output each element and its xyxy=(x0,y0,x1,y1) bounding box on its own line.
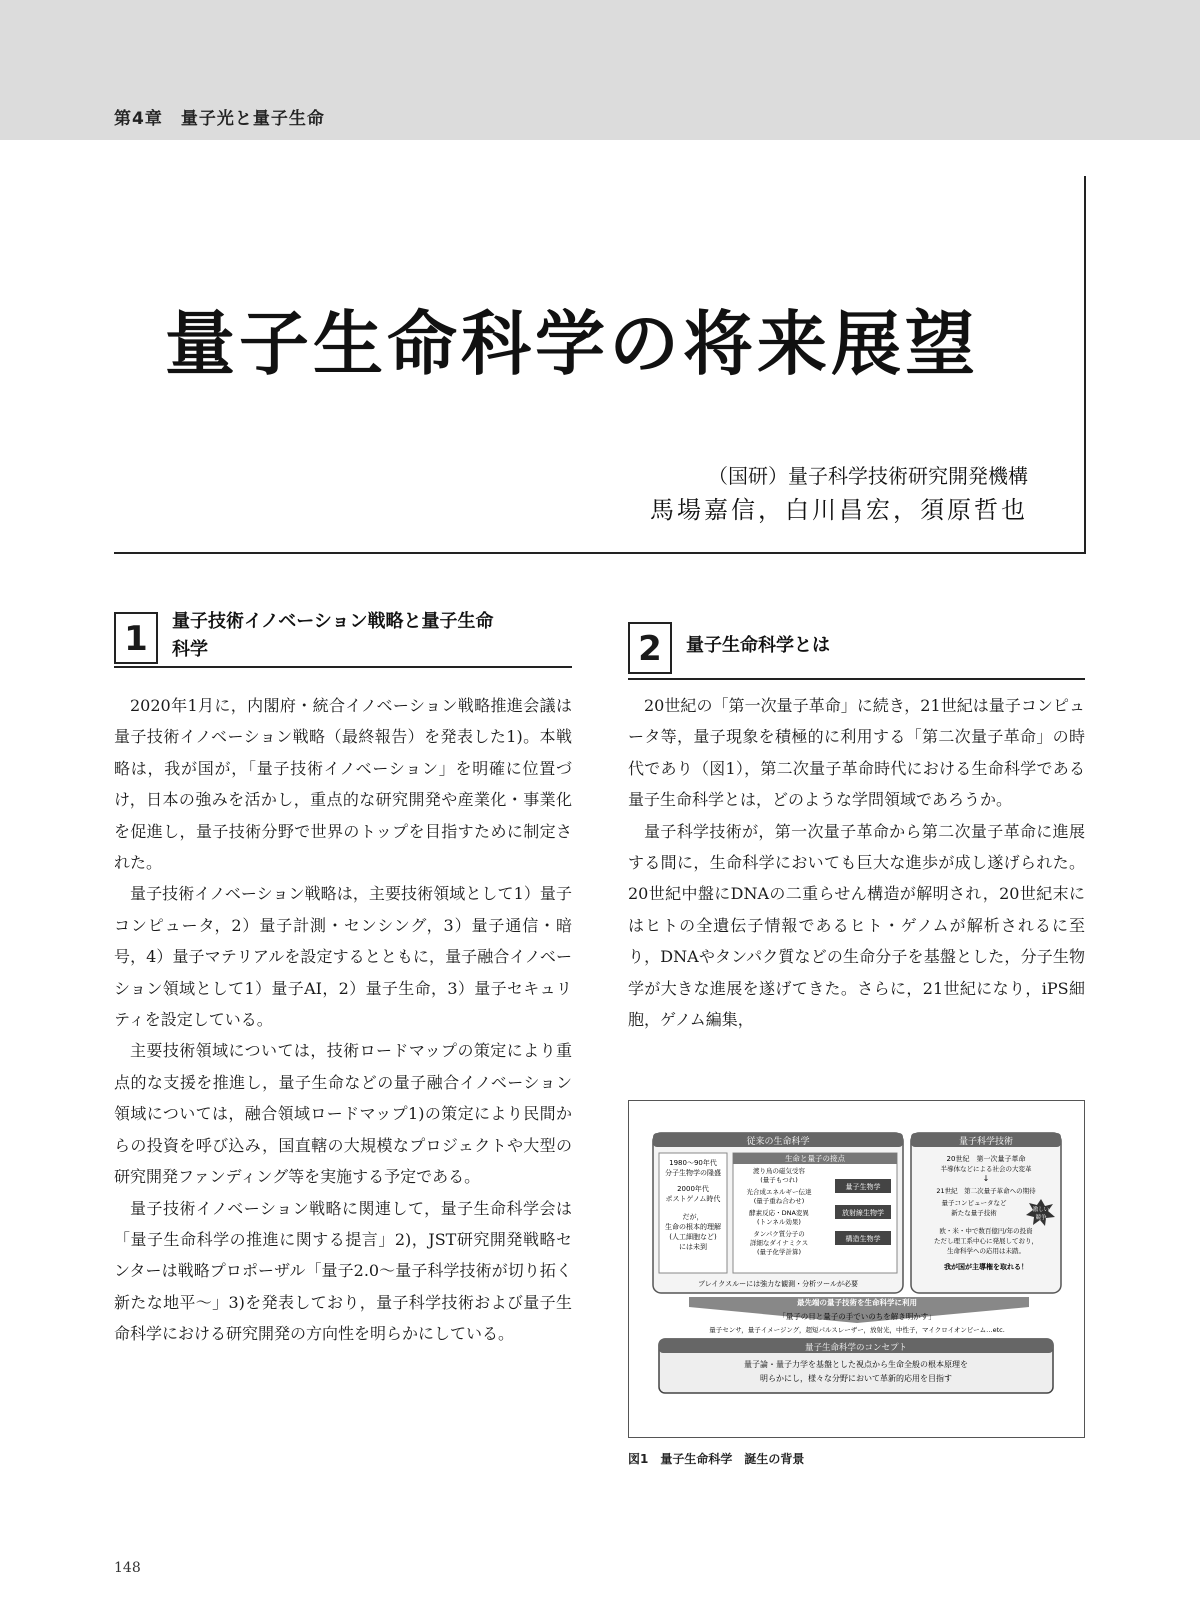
section-1-title-line-2: 科学 xyxy=(172,639,208,660)
paragraph: 量子技術イノベーション戦略は，主要技術領域として1）量子コンピュータ，2）量子計測・センシング，3）量子通信・暗号，4）量子マテリアルを設定するとともに，量子融合イノベーション領域として1）量子AI，2）量子生命，3）量子セキュリティを設定している。 xyxy=(114,884,572,1030)
timeline-line: 1980～90年代 xyxy=(669,1159,717,1167)
section-2-heading xyxy=(628,618,1085,680)
right-panel-line: 欧・米・中で数百億円/年の投資 xyxy=(939,1227,1033,1235)
right-panel-line: 量子コンピュータなど xyxy=(941,1199,1007,1207)
arrow-quote: 「量子の目と量子の手でいのちを解き明かす」 xyxy=(778,1312,936,1321)
paragraph: 2020年1月に，内閣府・統合イノベーション戦略推進会議は量子技術イノベーション戦略（最終報告）を発表した1)。本戦略は，我が国が，「量子技術イノベーション」を明確に位置づけ，日本の強みを活かし，重点的な研究開発や産業化・事業化を促進し，量子技術分野で世界のトップを目指すために制定された。 xyxy=(114,696,572,873)
field-label: 量子生物学 xyxy=(845,1183,881,1191)
title-frame-vertical-rule xyxy=(1084,176,1086,554)
phenomenon-line: 渡り鳥の磁気受容 xyxy=(753,1167,805,1175)
timeline-line: 2000年代 xyxy=(677,1185,709,1193)
arrow-title: 最先端の量子技術を生命科学に利用 xyxy=(797,1298,917,1307)
paragraph: 量子科学技術が，第一次量子革命から第二次量子革命に進展する間に，生命科学においても巨大な進歩が成し遂げられた。20世紀中盤にDNAの二重らせん構造が解明され，20世紀末にはヒトの全遺伝子情報であるヒト・ゲノムが解析されるに至り，DNAやタンパク質などの生命分子を基盤とした，分子生物学が大きな進展を遂げてきた。さらに，21世紀になり，iPS細胞，ゲノム編集， xyxy=(628,821,1085,1030)
timeline-line: (人工細胞など) xyxy=(669,1233,717,1241)
timeline-line: ポストゲノム時代 xyxy=(665,1195,721,1203)
figure-1 xyxy=(628,1100,1085,1438)
right-panel-line: 20世紀 第一次量子革命 xyxy=(946,1155,1026,1163)
paragraph: 20世紀の「第一次量子革命」に続き，21世紀は量子コンピュータ等，量子現象を積極的に利用する「第二次量子革命」の時代であり（図1），第二次量子革命時代における生命科学である量子生命科学とは，どのような学問領域であろうか。 xyxy=(628,696,1085,810)
article-title: 量子生命科学の将来展望 xyxy=(165,303,979,385)
right-panel-title: 量子科学技術 xyxy=(958,1137,1014,1147)
concept-title: 量子生命科学のコンセプト xyxy=(804,1343,908,1353)
interface-title: 生命と量子の接点 xyxy=(785,1154,845,1163)
phenomenon-line: (量子重ね合わせ) xyxy=(753,1197,805,1205)
page-number: 148 xyxy=(114,1560,141,1576)
burst-label: 競争 xyxy=(1035,1215,1047,1221)
phenomenon-line: 酵素反応・DNA変異 xyxy=(749,1209,809,1217)
field-label: 放射線生物学 xyxy=(842,1209,884,1217)
timeline-line: だが， xyxy=(682,1213,704,1221)
left-panel-title: 従来の生命科学 xyxy=(746,1137,810,1147)
timeline-line: には未到 xyxy=(679,1243,707,1251)
figure-1-diagram xyxy=(629,1101,1084,1437)
chapter-title: 第4章 量子光と量子生命 xyxy=(114,109,325,129)
down-arrow-icon: ↓ xyxy=(982,1174,990,1183)
section-1-number: 1 xyxy=(114,612,158,664)
phenomenon-line: 詳細なダイナミクス xyxy=(749,1239,809,1247)
right-panel-line: 我が国が主導権を取れる！ xyxy=(944,1263,1028,1271)
phenomenon-line: タンパク質分子の xyxy=(753,1230,805,1238)
timeline-line: 生命の根本的理解 xyxy=(665,1223,721,1231)
timeline-line: 分子生物学の隆盛 xyxy=(665,1169,721,1177)
figure-1-caption: 図1 量子生命科学 誕生の背景 xyxy=(628,1452,805,1466)
author-names: 馬場嘉信，白川昌宏，須原哲也 xyxy=(650,496,1028,524)
title-frame-horizontal-rule xyxy=(114,552,1086,554)
phenomenon-line: (量子化学計算) xyxy=(756,1248,802,1256)
burst-label: 激しい xyxy=(1032,1207,1050,1213)
section-1-title-line-1: 量子技術イノベーション戦略と量子生命 xyxy=(172,611,494,632)
right-panel-line: 新たな量子技術 xyxy=(951,1209,997,1217)
right-panel-line: ただし理工系中心に発展しており， xyxy=(934,1237,1038,1245)
phenomenon-line: (トンネル効果) xyxy=(757,1218,801,1226)
section-2-number: 2 xyxy=(628,622,672,674)
author-affiliation: （国研）量子科学技術研究開発機構 xyxy=(708,464,1028,488)
field-label: 構造生物学 xyxy=(845,1235,881,1243)
section-2-title: 量子生命科学とは xyxy=(686,635,830,656)
phenomenon-line: 光合成エネルギー伝達 xyxy=(746,1188,812,1196)
right-panel-line: 生命科学への応用は未踏。 xyxy=(947,1247,1025,1255)
concept-line: 量子論・量子力学を基盤とした視点から生命全般の根本原理を xyxy=(744,1360,968,1369)
tools-line: 量子センサ，量子イメージング，超短パルスレーザー，放射光，中性子，マイクロイオンビーム…etc. xyxy=(709,1326,1005,1334)
right-panel-line: 21世紀 第二次量子革命への期待 xyxy=(936,1187,1036,1195)
paragraph: 量子技術イノベーション戦略に関連して，量子生命科学会は「量子生命科学の推進に関する提言」2)，JST研究開発戦略センターは戦略プロポーザル「量子2.0～量子科学技術が切り拓く新たな地平～」3)を発表しており，量子科学技術および量子生命科学における研究開発の方向性を明らかにしている。 xyxy=(114,1198,572,1344)
section-2-body xyxy=(628,690,1085,1035)
concept-line: 明らかにし，様々な分野において革新的応用を目指す xyxy=(760,1374,952,1383)
right-panel-line: 半導体などによる社会の大変革 xyxy=(940,1165,1032,1173)
phenomenon-line: (量子もつれ) xyxy=(760,1176,798,1184)
section-1-title xyxy=(172,608,493,664)
paragraph: 主要技術領域については，技術ロードマップの策定により重点的な支援を推進し，量子生命などの量子融合イノベーション領域については，融合領域ロードマップ1)の策定により民間からの投資を呼び込み，国直轄の大規模なプロジェクトや大型の研究開発ファンディング等を実施する予定である。 xyxy=(114,1041,572,1187)
section-1-body xyxy=(114,690,572,1350)
section-1-heading xyxy=(114,608,572,668)
breakthrough-note: ブレイクスルーには強力な観測・分析ツールが必要 xyxy=(697,1280,859,1288)
